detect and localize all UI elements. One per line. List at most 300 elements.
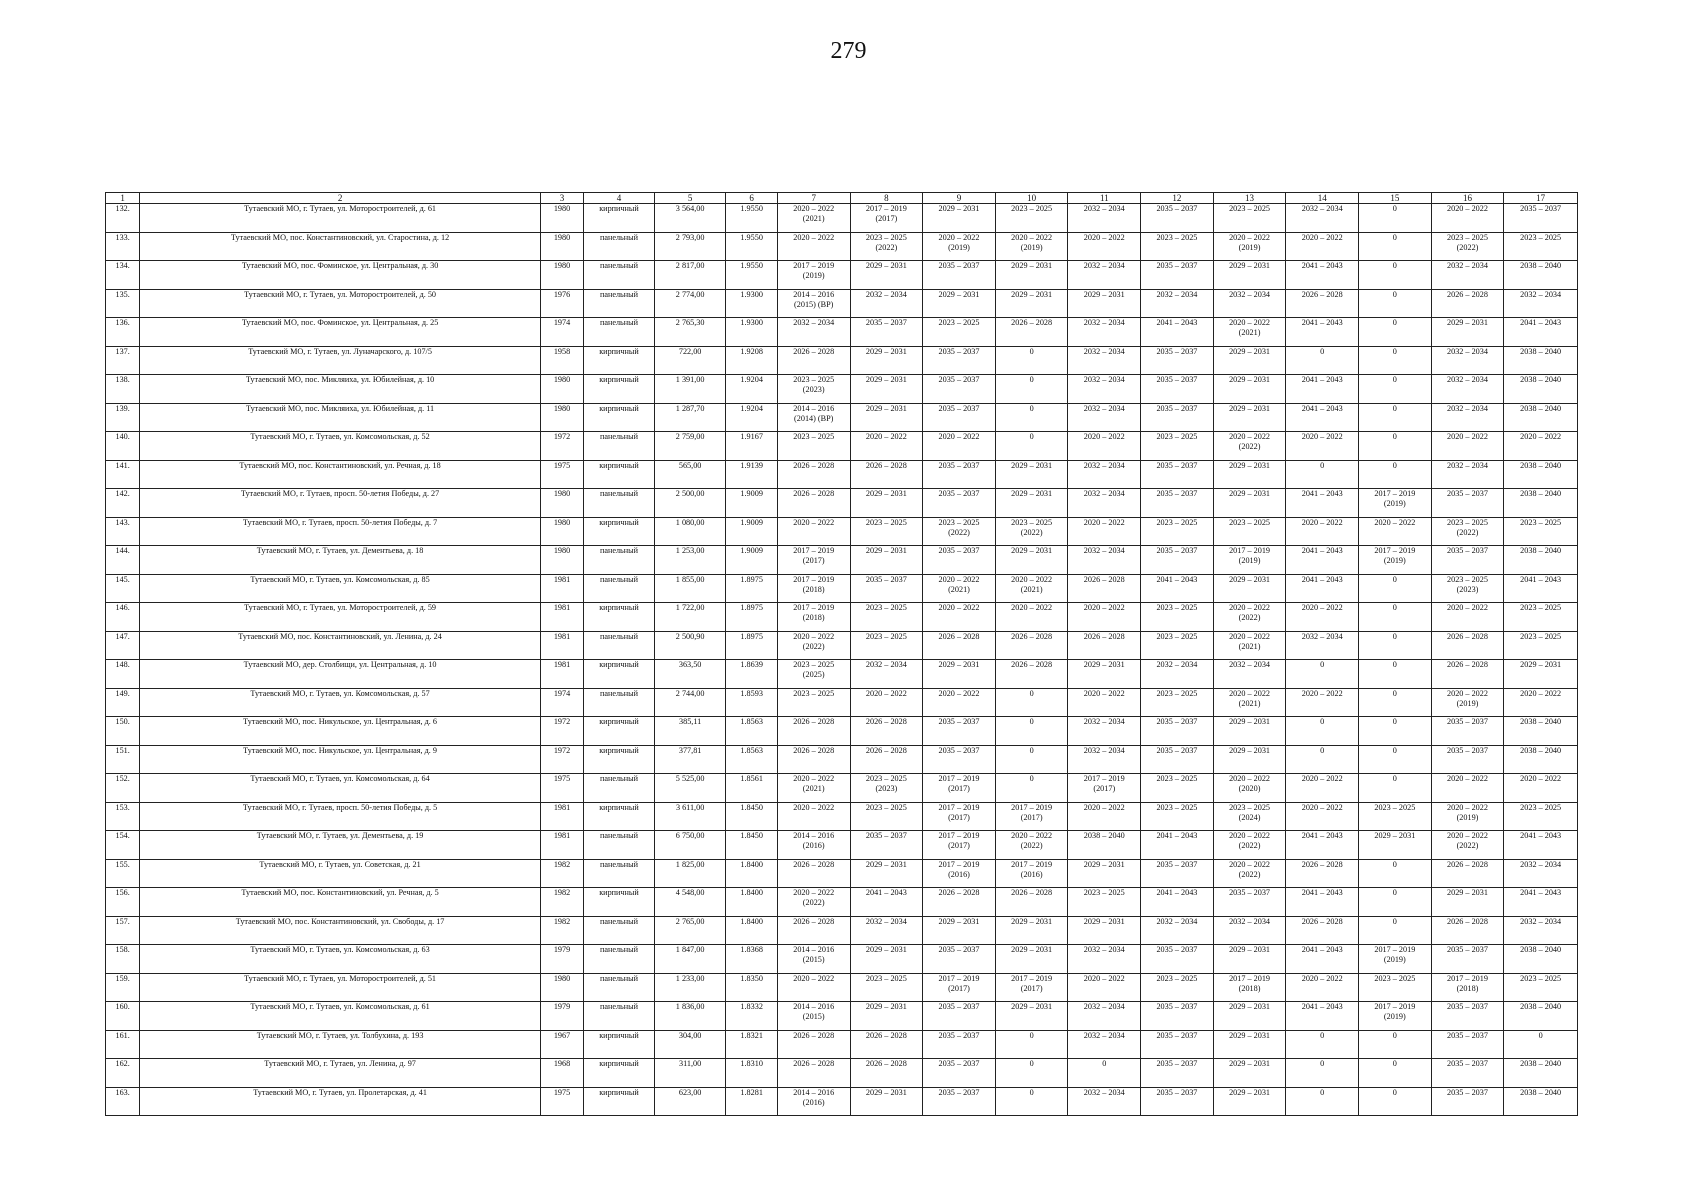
table-cell: 2032 – 2034: [1141, 916, 1214, 945]
table-cell: 137.: [106, 346, 140, 375]
table-cell: 2029 – 2031: [850, 1087, 923, 1116]
table-cell: 2023 – 2025: [850, 802, 923, 831]
table-cell: 2 500,00: [654, 489, 726, 518]
table-cell: 2026 – 2028: [1431, 859, 1504, 888]
table-cell: 2038 – 2040: [1504, 1087, 1578, 1116]
table-cell: 2 774,00: [654, 289, 726, 318]
table-cell: Тутаевский МО, пос. Константиновский, ул. Речная, д. 5: [140, 888, 541, 917]
table-cell: 140.: [106, 432, 140, 461]
table-cell: 1 080,00: [654, 517, 726, 546]
table-cell: 2032 – 2034: [1068, 717, 1141, 746]
table-cell: 385,11: [654, 717, 726, 746]
table-cell: 0: [1359, 261, 1432, 290]
table-cell: 2029 – 2031: [1213, 1002, 1286, 1031]
column-header: 13: [1213, 193, 1286, 204]
table-row: [106, 888, 1578, 917]
table-cell: 2026 – 2028: [995, 318, 1068, 347]
table-cell: 2017 – 2019 (2018): [777, 603, 850, 632]
table-cell: 0: [1359, 1087, 1432, 1116]
table-cell: 2020 – 2022: [1286, 232, 1359, 261]
table-cell: 2026 – 2028: [1068, 631, 1141, 660]
table-cell: 2026 – 2028: [1286, 916, 1359, 945]
table-cell: 1.9300: [726, 289, 777, 318]
table-cell: 2023 – 2025: [1213, 204, 1286, 233]
table-cell: панельный: [584, 1002, 655, 1031]
table-cell: 2041 – 2043: [1504, 574, 1578, 603]
table-cell: 2023 – 2025: [850, 603, 923, 632]
table-cell: 2014 – 2016 (2015): [777, 945, 850, 974]
table-cell: 142.: [106, 489, 140, 518]
table-cell: Тутаевский МО, г. Тутаев, ул. Пролетарская, д. 41: [140, 1087, 541, 1116]
table-cell: 2035 – 2037: [923, 717, 996, 746]
table-cell: 2020 – 2022: [1068, 517, 1141, 546]
table-cell: 2029 – 2031: [1213, 717, 1286, 746]
table-cell: 2026 – 2028: [1068, 574, 1141, 603]
table-cell: 1979: [540, 1002, 583, 1031]
table-cell: 148.: [106, 660, 140, 689]
table-cell: 2029 – 2031: [923, 289, 996, 318]
table-cell: 2023 – 2025 (2023): [1431, 574, 1504, 603]
table-cell: 1.8975: [726, 631, 777, 660]
table-cell: 0: [1068, 1059, 1141, 1088]
table-cell: 1980: [540, 973, 583, 1002]
table-cell: Тутаевский МО, г. Тутаев, ул. Комсомольская, д. 64: [140, 774, 541, 803]
table-cell: 2029 – 2031: [995, 489, 1068, 518]
table-cell: 2026 – 2028: [995, 660, 1068, 689]
table-cell: 2014 – 2016 (2015) (ВР): [777, 289, 850, 318]
table-row: [106, 261, 1578, 290]
table-cell: 311,00: [654, 1059, 726, 1088]
table-row: [106, 318, 1578, 347]
table-cell: 2020 – 2022 (2022): [777, 888, 850, 917]
table-row: [106, 745, 1578, 774]
table-row: [106, 603, 1578, 632]
table-cell: 2029 – 2031: [1213, 460, 1286, 489]
table-cell: 2032 – 2034: [1068, 318, 1141, 347]
table-cell: 2035 – 2037: [1141, 489, 1214, 518]
table-cell: Тутаевский МО, г. Тутаев, ул. Комсомольская, д. 57: [140, 688, 541, 717]
table-cell: 2023 – 2025: [1141, 688, 1214, 717]
table-cell: 2017 – 2019 (2018): [777, 574, 850, 603]
table-cell: 1981: [540, 631, 583, 660]
table-cell: 2020 – 2022: [777, 973, 850, 1002]
table-cell: 2041 – 2043: [1286, 945, 1359, 974]
table-cell: 1976: [540, 289, 583, 318]
table-cell: 2020 – 2022: [923, 603, 996, 632]
table-cell: 2032 – 2034: [1068, 1087, 1141, 1116]
table-cell: 2026 – 2028: [1286, 859, 1359, 888]
table-cell: 2029 – 2031: [995, 1002, 1068, 1031]
table-cell: 2017 – 2019 (2018): [1213, 973, 1286, 1002]
table-cell: 2032 – 2034: [1068, 375, 1141, 404]
table-cell: 0: [1359, 204, 1432, 233]
table-cell: 2026 – 2028: [777, 460, 850, 489]
table-cell: 2020 – 2022 (2022): [1213, 432, 1286, 461]
table-cell: 155.: [106, 859, 140, 888]
table-cell: 1980: [540, 232, 583, 261]
table-cell: 0: [1286, 1030, 1359, 1059]
table-cell: Тутаевский МО, г. Тутаев, ул. Дементьева, д. 19: [140, 831, 541, 860]
table-cell: 2035 – 2037: [1141, 204, 1214, 233]
housing-register-table: [105, 192, 1578, 1116]
table-cell: 158.: [106, 945, 140, 974]
column-header: 12: [1141, 193, 1214, 204]
table-cell: 0: [1359, 688, 1432, 717]
table-cell: 2023 – 2025: [1504, 973, 1578, 1002]
table-cell: 1.9139: [726, 460, 777, 489]
table-cell: 2023 – 2025: [1141, 774, 1214, 803]
table-cell: 2020 – 2022 (2019): [1213, 232, 1286, 261]
table-cell: 0: [1359, 1030, 1432, 1059]
table-cell: 2035 – 2037: [923, 1059, 996, 1088]
table-row: [106, 289, 1578, 318]
table-row: [106, 660, 1578, 689]
table-cell: 0: [995, 1059, 1068, 1088]
column-header: 9: [923, 193, 996, 204]
table-cell: 1.9009: [726, 489, 777, 518]
table-cell: 2020 – 2022: [995, 603, 1068, 632]
table-cell: 2035 – 2037: [850, 318, 923, 347]
table-cell: 2020 – 2022 (2022): [995, 831, 1068, 860]
table-cell: 2029 – 2031: [850, 1002, 923, 1031]
table-cell: 0: [1359, 660, 1432, 689]
table-cell: 2017 – 2019 (2017): [850, 204, 923, 233]
table-cell: 2035 – 2037: [1431, 489, 1504, 518]
table-cell: 144.: [106, 546, 140, 575]
table-cell: 2017 – 2019 (2017): [1068, 774, 1141, 803]
table-cell: 2023 – 2025: [1141, 432, 1214, 461]
table-cell: 1974: [540, 688, 583, 717]
table-cell: 2032 – 2034: [1431, 346, 1504, 375]
table-cell: 2035 – 2037: [923, 489, 996, 518]
table-cell: 2035 – 2037: [1431, 745, 1504, 774]
table-cell: 2029 – 2031: [995, 460, 1068, 489]
table-cell: 2020 – 2022: [1068, 802, 1141, 831]
table-cell: Тутаевский МО, г. Тутаев, ул. Моторостроителей, д. 59: [140, 603, 541, 632]
table-cell: 2020 – 2022: [1286, 973, 1359, 1002]
table-cell: 2023 – 2025: [1504, 232, 1578, 261]
table-cell: 1979: [540, 945, 583, 974]
table-cell: 2029 – 2031: [1431, 888, 1504, 917]
table-cell: 2 793,00: [654, 232, 726, 261]
table-cell: 1.8281: [726, 1087, 777, 1116]
table-cell: 0: [1359, 346, 1432, 375]
table-cell: 2038 – 2040: [1504, 261, 1578, 290]
column-header: 3: [540, 193, 583, 204]
table-cell: Тутаевский МО, г. Тутаев, ул. Комсомольская, д. 61: [140, 1002, 541, 1031]
table-cell: кирпичный: [584, 460, 655, 489]
table-cell: Тутаевский МО, г. Тутаев, просп. 50-летия Победы, д. 5: [140, 802, 541, 831]
table-cell: 2032 – 2034: [777, 318, 850, 347]
table-cell: 1.8975: [726, 603, 777, 632]
table-cell: 2023 – 2025: [1141, 973, 1214, 1002]
table-cell: 0: [995, 375, 1068, 404]
table-cell: 2026 – 2028: [850, 717, 923, 746]
table-cell: 2029 – 2031: [1068, 859, 1141, 888]
table-cell: 2032 – 2034: [1141, 660, 1214, 689]
table-cell: 1982: [540, 888, 583, 917]
column-header: 5: [654, 193, 726, 204]
table-cell: Тутаевский МО, пос. Константиновский, ул. Речная, д. 18: [140, 460, 541, 489]
table-cell: 154.: [106, 831, 140, 860]
table-cell: 0: [1359, 375, 1432, 404]
table-cell: 2029 – 2031: [1213, 403, 1286, 432]
table-cell: 2023 – 2025: [850, 517, 923, 546]
table-cell: 2032 – 2034: [1068, 945, 1141, 974]
table-cell: 1981: [540, 660, 583, 689]
table-cell: 1 836,00: [654, 1002, 726, 1031]
table-cell: 1975: [540, 460, 583, 489]
table-row: [106, 973, 1578, 1002]
table-cell: 2026 – 2028: [777, 916, 850, 945]
table-cell: панельный: [584, 574, 655, 603]
table-cell: 2023 – 2025: [1141, 802, 1214, 831]
table-cell: 145.: [106, 574, 140, 603]
table-cell: 2023 – 2025: [1504, 603, 1578, 632]
table-cell: 2041 – 2043: [1286, 403, 1359, 432]
table-cell: 2035 – 2037: [923, 346, 996, 375]
table-cell: 2035 – 2037: [1141, 859, 1214, 888]
table-cell: кирпичный: [584, 517, 655, 546]
table-cell: 132.: [106, 204, 140, 233]
table-cell: 2032 – 2034: [1068, 403, 1141, 432]
table-cell: 1972: [540, 745, 583, 774]
table-cell: 2020 – 2022 (2021): [777, 774, 850, 803]
table-cell: 2020 – 2022 (2020): [1213, 774, 1286, 803]
table-row: [106, 346, 1578, 375]
table-cell: 2035 – 2037: [1141, 460, 1214, 489]
table-cell: 1.9300: [726, 318, 777, 347]
table-cell: 0: [1286, 1087, 1359, 1116]
table-cell: 2026 – 2028: [777, 489, 850, 518]
table-cell: 2035 – 2037: [1431, 1002, 1504, 1031]
table-cell: 1.8593: [726, 688, 777, 717]
table-cell: 2032 – 2034: [1431, 403, 1504, 432]
table-cell: панельный: [584, 774, 655, 803]
table-cell: 2023 – 2025: [995, 204, 1068, 233]
table-cell: 2023 – 2025: [1359, 802, 1432, 831]
table-cell: 377,81: [654, 745, 726, 774]
table-cell: 2023 – 2025: [1504, 802, 1578, 831]
table-cell: 0: [1286, 1059, 1359, 1088]
table-row: [106, 1030, 1578, 1059]
table-cell: 2041 – 2043: [1286, 831, 1359, 860]
table-cell: 1982: [540, 859, 583, 888]
table-cell: 0: [1286, 660, 1359, 689]
table-cell: 1 722,00: [654, 603, 726, 632]
table-row: [106, 232, 1578, 261]
table-cell: 1.8400: [726, 888, 777, 917]
table-cell: 2041 – 2043: [1141, 318, 1214, 347]
table-row: [106, 1002, 1578, 1031]
table-cell: 1.9204: [726, 375, 777, 404]
table-cell: 0: [995, 745, 1068, 774]
table-cell: 2041 – 2043: [1286, 546, 1359, 575]
table-cell: 0: [1359, 888, 1432, 917]
column-header: 8: [850, 193, 923, 204]
table-cell: 363,50: [654, 660, 726, 689]
table-cell: кирпичный: [584, 1059, 655, 1088]
table-cell: 2026 – 2028: [1286, 289, 1359, 318]
table-cell: 2020 – 2022: [923, 688, 996, 717]
table-cell: панельный: [584, 432, 655, 461]
table-row: [106, 432, 1578, 461]
table-cell: 2035 – 2037: [923, 745, 996, 774]
table-row: [106, 546, 1578, 575]
table-cell: 0: [1359, 859, 1432, 888]
table-cell: 2020 – 2022: [777, 517, 850, 546]
table-cell: 2 765,00: [654, 916, 726, 945]
table-cell: 2023 – 2025: [1068, 888, 1141, 917]
table-cell: 2017 – 2019 (2017): [777, 546, 850, 575]
table-cell: 2020 – 2022: [1504, 432, 1578, 461]
table-cell: 2032 – 2034: [1068, 460, 1141, 489]
table-cell: 1980: [540, 403, 583, 432]
table-cell: 2035 – 2037: [1431, 1059, 1504, 1088]
table-cell: 2035 – 2037: [1141, 261, 1214, 290]
table-cell: 2023 – 2025: [923, 318, 996, 347]
table-cell: 2017 – 2019 (2016): [923, 859, 996, 888]
table-cell: 2023 – 2025 (2022): [995, 517, 1068, 546]
table-cell: 2026 – 2028: [995, 888, 1068, 917]
table-cell: 2032 – 2034: [1504, 289, 1578, 318]
table-cell: Тутаевский МО, г. Тутаев, ул. Моторостроителей, д. 51: [140, 973, 541, 1002]
table-cell: 1.8321: [726, 1030, 777, 1059]
table-cell: 2029 – 2031: [995, 261, 1068, 290]
table-cell: 0: [1286, 460, 1359, 489]
table-cell: 2020 – 2022: [1431, 774, 1504, 803]
table-cell: 2017 – 2019 (2019): [1213, 546, 1286, 575]
table-cell: Тутаевский МО, г. Тутаев, ул. Моторостроителей, д. 50: [140, 289, 541, 318]
table-cell: 0: [1286, 717, 1359, 746]
table-cell: 2032 – 2034: [1213, 916, 1286, 945]
table-cell: 722,00: [654, 346, 726, 375]
table-cell: 2020 – 2022: [850, 688, 923, 717]
table-cell: 0: [1359, 432, 1432, 461]
table-cell: панельный: [584, 973, 655, 1002]
table-cell: кирпичный: [584, 717, 655, 746]
table-cell: 1.8350: [726, 973, 777, 1002]
table-cell: 2032 – 2034: [850, 916, 923, 945]
table-cell: 2038 – 2040: [1504, 375, 1578, 404]
table-cell: Тутаевский МО, пос. Константиновский, ул. Старостина, д. 12: [140, 232, 541, 261]
table-cell: 2026 – 2028: [777, 717, 850, 746]
table-cell: 3 611,00: [654, 802, 726, 831]
table-cell: 2 759,00: [654, 432, 726, 461]
table-cell: 147.: [106, 631, 140, 660]
table-cell: 1982: [540, 916, 583, 945]
table-cell: 162.: [106, 1059, 140, 1088]
table-cell: 1 391,00: [654, 375, 726, 404]
table-cell: 2032 – 2034: [1068, 204, 1141, 233]
table-cell: 2029 – 2031: [1213, 375, 1286, 404]
table-cell: 2029 – 2031: [1068, 916, 1141, 945]
table-cell: 2020 – 2022: [1431, 432, 1504, 461]
table-cell: 2017 – 2019 (2019): [1359, 945, 1432, 974]
table-cell: кирпичный: [584, 1030, 655, 1059]
table-cell: 2020 – 2022: [923, 432, 996, 461]
table-cell: 2035 – 2037: [1141, 375, 1214, 404]
table-cell: 2035 – 2037: [1431, 717, 1504, 746]
table-cell: 2020 – 2022 (2021): [1213, 631, 1286, 660]
table-cell: 2026 – 2028: [1431, 916, 1504, 945]
table-cell: Тутаевский МО, г. Тутаев, ул. Комсомольская, д. 52: [140, 432, 541, 461]
table-cell: 0: [995, 1087, 1068, 1116]
table-cell: 2023 – 2025: [1504, 631, 1578, 660]
table-cell: 2029 – 2031: [1213, 261, 1286, 290]
table-cell: 2026 – 2028: [777, 346, 850, 375]
table-cell: 150.: [106, 717, 140, 746]
table-cell: 2029 – 2031: [995, 916, 1068, 945]
table-cell: 2026 – 2028: [777, 859, 850, 888]
table-cell: 2035 – 2037: [923, 1087, 996, 1116]
table-cell: 2029 – 2031: [850, 403, 923, 432]
table-cell: 2026 – 2028: [850, 1059, 923, 1088]
table-cell: Тутаевский МО, пос. Константиновский, ул. Ленина, д. 24: [140, 631, 541, 660]
table-cell: 1981: [540, 802, 583, 831]
table-cell: 2020 – 2022: [1431, 603, 1504, 632]
table-cell: 2032 – 2034: [1431, 460, 1504, 489]
table-cell: 2029 – 2031: [1431, 318, 1504, 347]
table-row: [106, 403, 1578, 432]
table-cell: 2029 – 2031: [1213, 1059, 1286, 1088]
table-cell: 2038 – 2040: [1504, 403, 1578, 432]
table-cell: 2035 – 2037: [1213, 888, 1286, 917]
table-cell: 0: [1359, 460, 1432, 489]
table-cell: 0: [1504, 1030, 1578, 1059]
table-cell: 136.: [106, 318, 140, 347]
table-cell: 157.: [106, 916, 140, 945]
table-cell: 2020 – 2022: [850, 432, 923, 461]
table-cell: 2035 – 2037: [923, 460, 996, 489]
table-cell: 0: [995, 717, 1068, 746]
table-cell: 1980: [540, 489, 583, 518]
table-cell: 2032 – 2034: [1068, 1002, 1141, 1031]
table-row: [106, 574, 1578, 603]
table-row: [106, 204, 1578, 233]
table-cell: Тутаевский МО, пос. Никульское, ул. Центральная, д. 9: [140, 745, 541, 774]
table-cell: панельный: [584, 318, 655, 347]
table-row: [106, 1087, 1578, 1116]
table-cell: 2029 – 2031: [995, 546, 1068, 575]
table-cell: Тутаевский МО, г. Тутаев, ул. Толбухина, д. 193: [140, 1030, 541, 1059]
table-cell: 2041 – 2043: [1286, 489, 1359, 518]
column-number-row: [106, 193, 1578, 204]
table-cell: 2035 – 2037: [1141, 346, 1214, 375]
table-cell: 2026 – 2028: [850, 460, 923, 489]
table-row: [106, 717, 1578, 746]
table-cell: 2026 – 2028: [777, 1059, 850, 1088]
table-cell: 2020 – 2022: [1359, 517, 1432, 546]
table-cell: 134.: [106, 261, 140, 290]
table-body: [106, 204, 1578, 1116]
table-cell: 2026 – 2028: [1431, 631, 1504, 660]
table-cell: 623,00: [654, 1087, 726, 1116]
table-cell: 2020 – 2022: [1068, 688, 1141, 717]
table-cell: 0: [1286, 346, 1359, 375]
table-cell: 2035 – 2037: [923, 945, 996, 974]
table-cell: панельный: [584, 489, 655, 518]
table-cell: 2020 – 2022: [1286, 603, 1359, 632]
table-cell: 1967: [540, 1030, 583, 1059]
table-cell: 2017 – 2019 (2017): [995, 973, 1068, 1002]
table-cell: 0: [995, 774, 1068, 803]
table-cell: 2029 – 2031: [1359, 831, 1432, 860]
table-cell: 2023 – 2025 (2022): [923, 517, 996, 546]
table-cell: Тутаевский МО, пос. Константиновский, ул. Свободы, д. 17: [140, 916, 541, 945]
table-cell: 1.8639: [726, 660, 777, 689]
table-cell: Тутаевский МО, г. Тутаев, ул. Ленина, д. 97: [140, 1059, 541, 1088]
